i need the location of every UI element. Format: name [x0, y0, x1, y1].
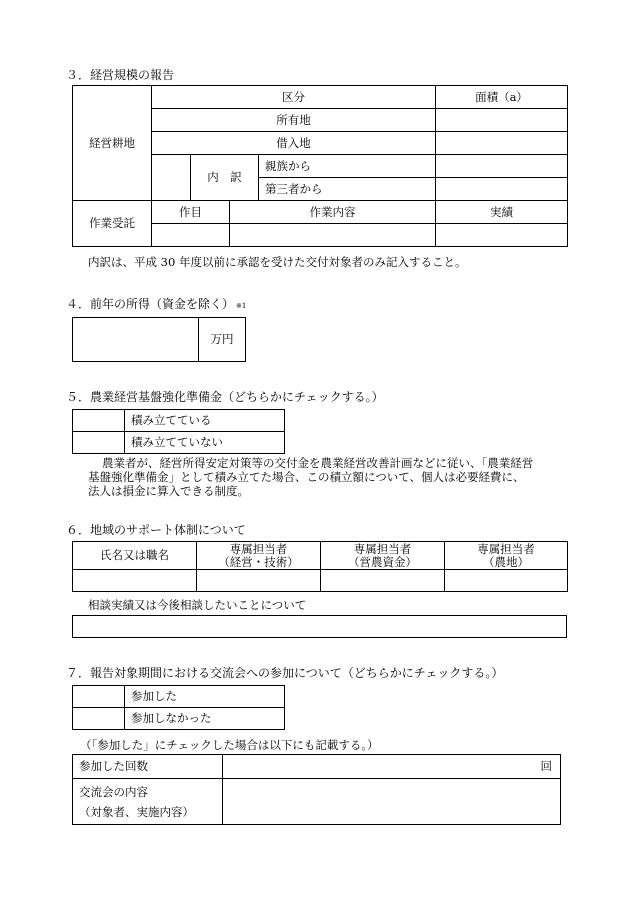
row-third-party-label: 第三者から: [259, 178, 436, 201]
reserve-note-line2: 基盤強化準備金」として積み立てた場合、この積立額について、個人は必要経費に、: [88, 470, 525, 484]
count-unit: 回: [540, 759, 552, 773]
reserve-option2-label: 積み立てていない: [125, 432, 285, 454]
col-name: 氏名又は職名: [73, 542, 197, 570]
col-funding: 専属担当者 （営農資金）: [321, 542, 445, 570]
footnote-mark: ※1: [236, 302, 247, 310]
reserve-option2-checkbox[interactable]: [73, 432, 125, 454]
content-label: 交流会の内容 （対象者、実施内容）: [73, 779, 223, 825]
section5-heading: ５．農業経営基盤強化準備金（どちらかにチェックする。）: [66, 390, 384, 404]
count-field[interactable]: [223, 755, 561, 779]
breakdown-indent: [152, 155, 191, 201]
support-table: [72, 541, 568, 592]
count-label: 参加した回数: [73, 755, 223, 779]
reserve-option1-label: 積み立てている: [125, 410, 285, 432]
col-crop: 作目: [152, 201, 230, 224]
relatives-area-field[interactable]: [436, 155, 568, 178]
name-field[interactable]: [73, 570, 197, 592]
farmland-field[interactable]: [445, 570, 568, 592]
col-management: 専属担当者 （経営・技術）: [197, 542, 321, 570]
exchange-option2-checkbox[interactable]: [73, 708, 125, 730]
exchange-note: （「参加した」にチェックした場合は以下にも記載する。）: [80, 738, 379, 752]
section7-heading: ７．報告対象期間における交流会への参加について（どちらかにチェックする。）: [66, 666, 504, 680]
exchange-detail-table: [72, 754, 561, 825]
section4-heading: ４．前年の所得（資金を除く） $^{※1}$: [66, 297, 247, 311]
section3-heading: ３．経営規模の報告: [66, 68, 175, 82]
row-owned-label: 所有地: [152, 109, 436, 132]
exchange-option1-label: 参加した: [125, 686, 285, 708]
income-table: [72, 317, 246, 362]
third-party-area-field[interactable]: [436, 178, 568, 201]
breakdown-label: 内 訳: [191, 155, 259, 201]
col-farmland: 専属担当者 （農地）: [445, 542, 568, 570]
crop-field[interactable]: [152, 224, 230, 247]
income-unit: 万円: [199, 318, 246, 362]
exchange-table: [72, 685, 285, 730]
management-field[interactable]: [197, 570, 321, 592]
result-field[interactable]: [436, 224, 568, 247]
exchange-option1-checkbox[interactable]: [73, 686, 125, 708]
col-area: 面積（a）: [436, 86, 568, 109]
work-field[interactable]: [230, 224, 436, 247]
consult-table: [72, 615, 567, 638]
exchange-option2-label: 参加しなかった: [125, 708, 285, 730]
col-result: 実績: [436, 201, 568, 224]
section3-note: 内訳は、平成 30 年度以前に承認を受けた交付対象者のみ記入すること。: [88, 255, 467, 269]
row-leased-label: 借入地: [152, 132, 436, 155]
farmland-label: 経営耕地: [73, 86, 152, 201]
content-field[interactable]: [223, 779, 561, 825]
leased-area-field[interactable]: [436, 132, 568, 155]
col-work: 作業内容: [230, 201, 436, 224]
income-field[interactable]: [73, 318, 199, 362]
consult-label: 相談実績又は今後相談したいことについて: [88, 598, 307, 612]
funding-field[interactable]: [321, 570, 445, 592]
farm-scale-table: [72, 85, 568, 247]
reserve-note-line3: 法人は損金に算入できる制度。: [88, 484, 249, 498]
contract-label: 作業受託: [73, 201, 152, 247]
reserve-table: [72, 409, 285, 454]
col-kubun: 区分: [152, 86, 436, 109]
reserve-option1-checkbox[interactable]: [73, 410, 125, 432]
row-relatives-label: 親族から: [259, 155, 436, 178]
reserve-note-line1: 農業者が、経営所得安定対策等の交付金を農業経営改善計画などに従い、「農業経営: [102, 456, 534, 470]
consult-field[interactable]: [73, 616, 567, 638]
section6-heading: ６．地域のサポート体制について: [66, 523, 246, 537]
owned-area-field[interactable]: [436, 109, 568, 132]
